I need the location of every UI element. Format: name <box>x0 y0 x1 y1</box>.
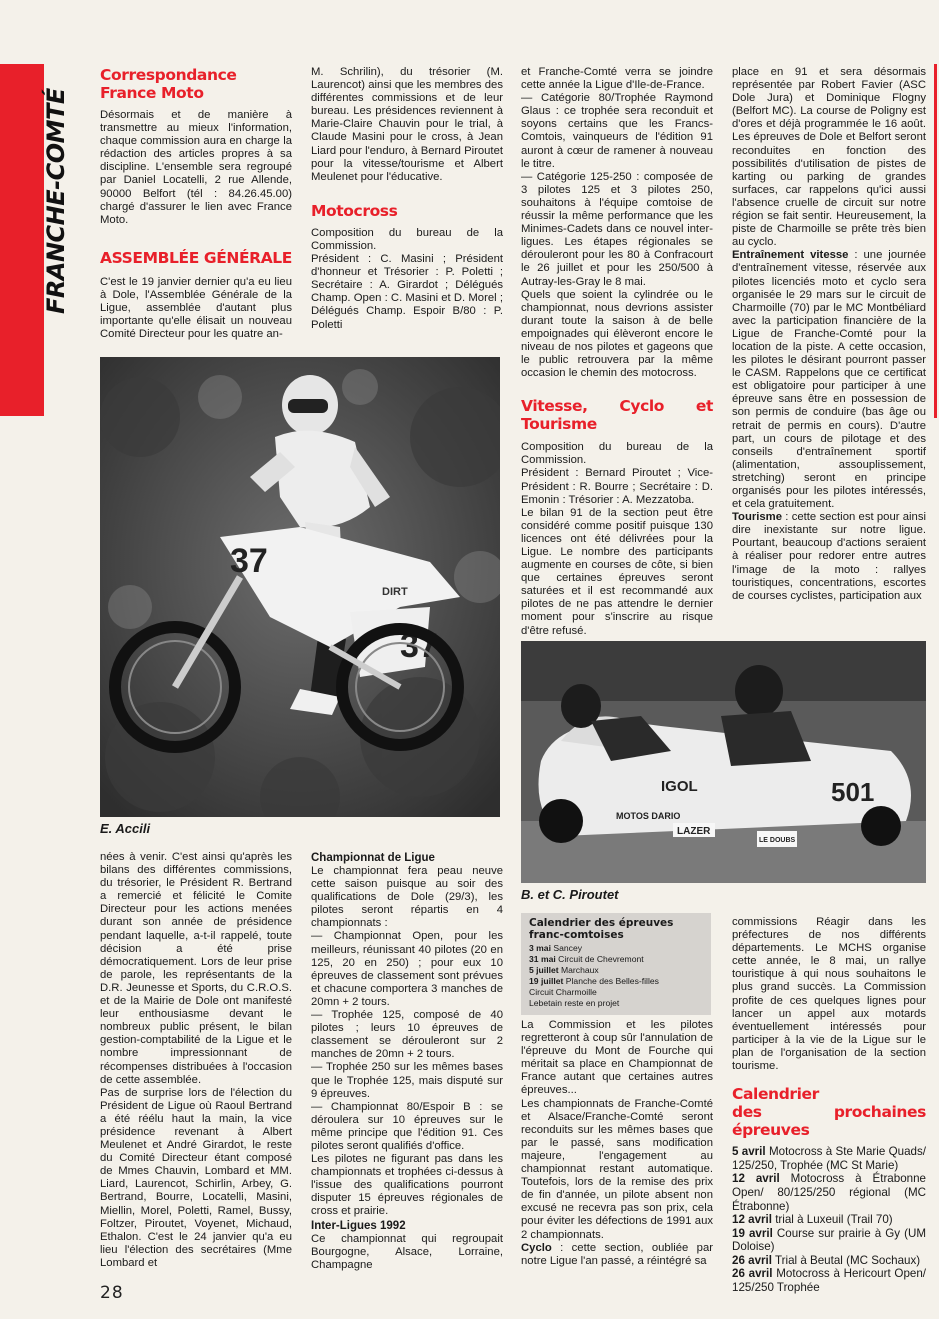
right-edge-rule <box>934 64 937 418</box>
motocross-photo-art <box>100 357 500 817</box>
calendar-event: 5 avril Motocross à Ste Marie Quads/ 125/250, Trophée (MC St Marie) <box>732 1145 926 1172</box>
paragraph: — Catégorie 80/Trophée Raymond Glaus : ce trophée sera reconduit et soyons certains que les Francs-Comtois, vainqueurs de l'édition 91 auront à cœur de ramener à nouveau le titre. <box>521 92 713 170</box>
run-in-text: : cette section, oubliée par notre Ligue l'an passé, a réintégré sa <box>521 1241 713 1267</box>
calendar-event: 26 avril Trial à Beutal (MC Sochaux) <box>732 1253 921 1267</box>
sponsor-igol: IGOL <box>661 778 698 795</box>
paragraph: place en 91 et sera désormais représentée par Robert Favier (ASC Dole Jura) et Dominique Flogny (Belfort MC). La course de Poligny est d'ores et déjà programmée le 16 août. Les épreuves de Dole et Belfort seront reconduites en fonction des possibilités d'utilisation de pistes de karting ou parking de grandes surfaces, car rappelons qu'ici aussi l'absence cruelle de circuit sur notre région se fait sentir. Heureusement, la piste de Charmoille se prête très bien au cyclo. <box>732 66 926 249</box>
calendar-box-line: Circuit Charmoille <box>529 987 597 997</box>
calendar-event: 19 avril Course sur prairie à Gy (UM Doloise) <box>732 1226 926 1254</box>
heading-calendrier: Calendrier des prochaines épreuves <box>732 1085 926 1140</box>
paragraph: Pas de surprise lors de l'élection du Président de Ligue où Raoul Bertrand a été réélu haut la main, la vice présidence revenant à Albert Meulenet et André Girardot, le reste du Comité Directeur étant composé de Mmes Chauvin, Lombard et MM. Liard, Laurencot, Schirlin, Arbey, G. Bertrand, Bourre, Locatelli, Masini, Miellin, Morel, Poletti, Ramel, Bussy, Foltzer, Piroutet, Voyenet, Michaud, Ethalon. C'est le 24 janvier qu'a eu lieu l'élection des secrétaires (Mme Lombard et <box>100 1086 292 1269</box>
calendar-box-title: Calendrier des épreuves franc-comtoises <box>529 917 674 941</box>
paragraph: M. Schrilin), du trésorier (M. Laurencot) ainsi que les membres des différentes commissions et de leur bureau. Les présidences reviennent à Marie-Claire Chauvin pour le trial, à Claude Masini pour le cross, à Jean Liard pour l'enduro, à Bernard Piroutet pour la vitesse/tourisme et Albert Meulenet pour l'éducative. <box>311 66 503 183</box>
column-1 <box>100 66 292 341</box>
sponsor-dario: MOTOS DARIO <box>616 811 681 821</box>
run-in-title: Entraînement vitesse <box>732 249 849 262</box>
paragraph: — Championnat 80/Espoir B : se déroulera sur 10 épreuves sur le même principe que l'édition 91. Ces pilotes seront qualifiés d'office. <box>311 1100 503 1152</box>
race-number: 501 <box>831 777 875 807</box>
section-label: FRANCHE-COMTÉ <box>42 88 70 314</box>
paragraph: nées à venir. C'est ainsi qu'après les bilans des différentes commissions, du trésorier, le Président R. Bertrand a remercié et félicité le Comite Directeur pour les actions menées durant son année de présidence pendant laquelle, a-t-il rappelé, toute décision a été prise démocratiquement. Lors de leur prise de parole, les représentants de la D.R. Jeunesse et Sports, du C.R.O.S. et de la Mairie de Dole ont manifesté leur enthousiasme devant le nombreux public présent, le bilan gestion-comptabilité de la Ligue et le nombre impressionnant de récompenses distribuées à l'occasion de cette assemblée. <box>100 851 292 1086</box>
calendar-box-line: 19 juillet Planche des Belles-filles <box>529 976 659 986</box>
paragraph: Le championnat fera peau neuve cette saison puisque au soir des qualifications de Dole (29/3), les pilotes seront répartis en 4 championnats : <box>311 865 503 930</box>
heading-vitesse: Vitesse, Cyclo et Tourisme <box>521 397 713 434</box>
calendar-event: 12 avril trial à Luxeuil (Trail 70) <box>732 1213 893 1227</box>
paragraph: Président : C. Masini ; Président d'honneur et Trésorier : P. Poletti ; Secrétaire : A. Girardot ; Délégués Champ. Open : C. Masini et D. Morel ; Délégués Champ. Espoir B/80 : P. Poletti <box>311 253 503 331</box>
paragraph: C'est le 19 janvier dernier qu'a eu lieu à Dole, l'Assemblée Générale de la Ligue, assemblée d'autant plus importante qu'elle élisait un nouveau Comité Directeur pour les quatre an- <box>100 275 292 341</box>
lower-column-3 <box>521 1019 713 1268</box>
heading-inter-ligues: Inter-Ligues 1992 <box>311 1219 406 1232</box>
paragraph: — Catégorie 125-250 : composée de 3 pilotes 125 et 3 pilotes 250, souhaitons à l'équipe comtoise de réussir la même performance que les Minimes-Cadets dans ce nouvel inter-ligues. Les étapes régionales se dérouleront pour les 80 à Confracourt le 26 juillet et pour les 250/500 à Autray-les-Gray le 8 mai. <box>521 170 713 288</box>
sidecar-photo-art <box>521 641 926 883</box>
paragraph: Composition du bureau de la Commission. <box>521 441 713 467</box>
column-3 <box>521 66 713 638</box>
paragraph: La Commission et les pilotes regretteront à coup sûr l'annulation de l'épreuve du Mont de Fourche qui méritait sa place en Championnat de France autant que certaines autres épreuves... <box>521 1019 713 1097</box>
plate-number: 37 <box>400 627 438 665</box>
paragraph <box>732 249 926 511</box>
heading-championnat: Championnat de Ligue <box>311 852 435 864</box>
paragraph <box>521 1242 713 1268</box>
calendar-event: 26 avril Motocross à Hericourt Open/ 125/250 Trophée <box>732 1267 927 1295</box>
run-in-text: : une journée d'entraînement vitesse, réservée aux pilotes licenciés moto et cyclo sera organisée le 29 mars sur le circuit de Charmoille (70) par le MC Montbéliard avec la participation financière de la Ligue de Franche-Comté pour la location de la piste. A cette occasion, les pilotes le désirant pourront passer le CASM. Rappelons que ce certificat est obligatoire pour participer à une épreuve sans être en possession de son permis de conduire (bas âge ou retrait de permis en cours). D'autre part, un cours de pilotage et des conseils d'entraînement sportif (alimentation, assouplissement, stretching) seront en principe organisés pour les pilotes intéressés, et cela gratuitement. <box>732 249 926 511</box>
bike-brand: DIRT <box>382 586 408 598</box>
paragraph: — Championnat Open, pour les meilleurs, réunissant 40 pilotes (20 en 125, 20 en 250) ; pour eux 10 épreuves de classement sont prévues et chacune comportera 3 manches de 20mn + 2 tours. <box>311 930 503 1008</box>
photo-caption-2: B. et C. Piroutet <box>521 887 619 902</box>
paragraph: commissions Réagir dans les préfectures de nos différents départements. Le MCHS organise cette année, le 8 mai, un rallye touristique à qui nous souhaitons le plus grand succès. La Commission profite de ces quelques lignes pour lancer un appel aux motards éventuellement intéressés pour participer à la vie de la Ligue sur le plan de l'organisation de la section tourisme. <box>732 916 926 1073</box>
heading-assemblee: ASSEMBLÉE GÉNÉRALE <box>100 248 292 267</box>
paragraph: et Franche-Comté verra se joindre cette année la Ligue d'Ile-de-France. <box>521 66 713 92</box>
heading-motocross: Motocross <box>311 201 398 220</box>
run-in-title: Cyclo <box>521 1241 552 1254</box>
paragraph: Quels que soient la cylindrée ou le championnat, nous devrions assister durant toute la saison à de belle empoignades qui élèveront encore le niveau de nos pilotes et gageons que le public retrouvera par la même occasion le chemin des motocross. <box>521 288 713 380</box>
sponsor-doubs: LE DOUBS <box>759 837 796 844</box>
column-4 <box>732 66 926 603</box>
page-number: 28 <box>100 1283 124 1303</box>
paragraph: — Trophée 125, composé de 40 pilotes ; leurs 10 épreuves de classement se dérouleront sur 2 manches de 20mn + 2 tours. <box>311 1009 503 1061</box>
calendar-box-line: 31 mai Circuit de Chevremont <box>529 954 644 964</box>
photo-motocross-rider <box>100 357 500 817</box>
lower-column-2 <box>311 851 503 1272</box>
calendar-box <box>521 913 711 1015</box>
run-in-text: : cette section est pour ainsi dire inexistante sur notre ligue. Pourtant, beaucoup d'actions seraient à réaliser pour redorer entre autres l'image de la moto : rallyes touristiques, concentrations, escortes de courses cyclistes, participation aux <box>732 511 926 602</box>
paragraph: Les pilotes ne figurant pas dans les championnats et trophées ci-dessus à l'issue des qualifications pourront disputer 15 épreuves régionales de cross et prairie. <box>311 1153 503 1218</box>
paragraph: — Trophée 250 sur les mêmes bases que le Trophée 125, mais disputé sur 9 épreuves. <box>311 1061 503 1100</box>
paragraph: Ce championnat qui regroupait Bourgogne, Alsace, Lorraine, Champagne <box>311 1232 503 1271</box>
column-2 <box>311 66 503 332</box>
paragraph: Les championnats de Franche-Comté et Alsace/Franche-Comté seront reconduits sur les mêmes bases que par le passé, sans modification majeure, l'engagement au championnat restant automatique. Toutefois, lors de la remise des prix de fin d'année, un pilote absent non excusé ne recevra pas son prix, cela pour éviter les défections de 1991 aux 2 championnats. <box>521 1097 713 1241</box>
calendar-box-line: Lebetain reste en projet <box>529 998 620 1008</box>
heading-correspondance: Correspondance France Moto <box>100 66 237 102</box>
calendar-box-line: 3 mai Sancey <box>529 943 583 953</box>
paragraph <box>732 511 926 603</box>
calendar-event: 12 avril Motocross à Étrabonne Open/ 80/125/250 régional (MC Étrabonne) <box>732 1172 926 1213</box>
paragraph: Désormais et de manière à transmettre au mieux l'information, chaque commission aura en charge la rédaction des articles propres à sa discipline. L'ensemble sera regroupé par Daniel Locatelli, 2 rue Allende, 90000 Belfort (tél : 84.26.45.00) chargé d'assurer le lien avec France Moto. <box>100 109 292 226</box>
plate-number-front: 37 <box>230 542 268 580</box>
sponsor-lazer: LAZER <box>677 826 711 837</box>
calendar-box-line: 5 juillet Marchaux <box>529 965 599 975</box>
photo-caption-1: E. Accili <box>100 821 151 836</box>
photo-sidecar <box>521 641 926 883</box>
run-in-title: Tourisme <box>732 511 783 524</box>
lower-column-1 <box>100 851 292 1270</box>
paragraph: Composition du bureau de la Commission. <box>311 226 503 252</box>
paragraph: Le bilan 91 de la section peut être considéré comme positif puisque 130 licences ont été délivrées pour la Ligue. Le nombre des participants augmente en courses de côte, si bien que certaines épreuves seront saturées et il est recommandé aux pilotes de ne pas attendre le dernier moment pour s'inscrire au risque d'être refusé. <box>521 506 713 637</box>
paragraph: Président : Bernard Piroutet ; Vice-Président : R. Bourre ; Secrétaire : D. Emonin : Trésorier : A. Mezzatoba. <box>521 467 713 506</box>
lower-column-4 <box>732 916 926 1295</box>
